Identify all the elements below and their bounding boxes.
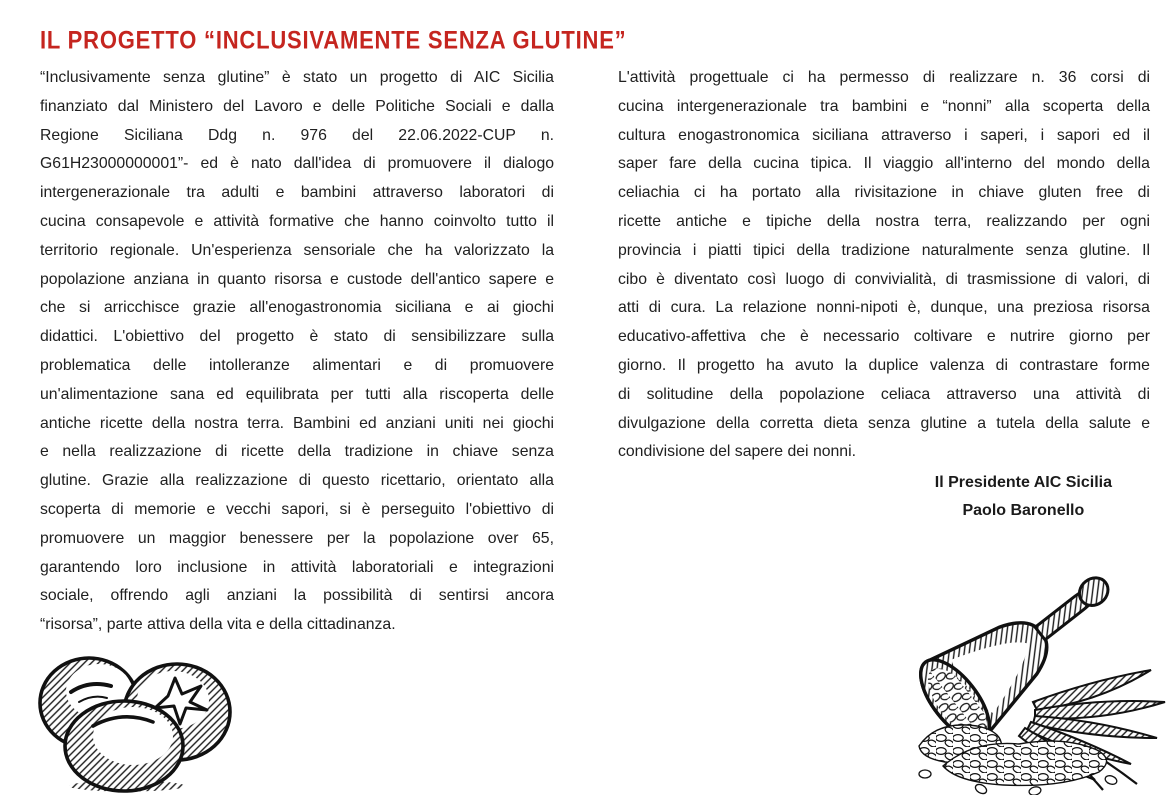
bread-rolls-illustration	[27, 646, 239, 793]
activity-paragraph	[618, 64, 1150, 467]
text-line: garantendo loro inclusione in attività laboratoriali e integrazioni	[40, 558, 554, 576]
text-line: Regione Siciliana Ddg n. 976 del 22.06.2022-CUP n.	[40, 126, 555, 144]
text-line: L'attività progettuale ci ha permesso di realizzare n. 36 corsi di	[618, 69, 1150, 86]
text-line: antiche ricette della nostra terra. Bambini ed anziani uniti nei giochi	[40, 414, 555, 432]
text-line: finanziato dal Ministero del Lavoro e delle Politiche Sociali e dalla	[40, 97, 555, 115]
text-line: intergenerazionale tra adulti e bambini attraverso laboratori di	[40, 184, 554, 202]
text-line: sociale, offrendo agli anziani la possibilità di sentirsi ancora	[40, 587, 555, 605]
text-line: ricette antiche e tipiche della nostra terra, realizzando per ogni	[618, 212, 1151, 230]
text-line: di solitudine della popolazione celiaca attraverso una attività di	[618, 385, 1150, 403]
signature-block	[935, 469, 1112, 525]
signature-role: Il Presidente AIC Sicilia	[934, 474, 1112, 492]
text-line: saper fare della cucina tipica. Il viaggio all'interno del mondo della	[618, 155, 1150, 173]
text-line: problematica delle intolleranze alimentari e di promuovere	[40, 356, 554, 374]
right-column	[618, 64, 1150, 525]
page-title: IL PROGETTO “INCLUSIVAMENTE SENZA GLUTINE”	[40, 26, 627, 54]
text-line: che si arricchisce grazie all'enogastronomia siciliana e ai giochi	[40, 299, 555, 317]
text-line: atti di cura. La relazione nonni-nipoti è, dunque, una preziosa risorsa	[618, 299, 1150, 317]
text-line: territorio regionale. Un'esperienza sensoriale che ha valorizzato la	[40, 241, 555, 259]
text-line: giorno. Il progetto ha avuto la duplice valenza di contrastare forme	[618, 356, 1150, 374]
signature-name: Paolo Baronello	[962, 502, 1085, 520]
text-line: didattici. L'obiettivo del progetto è stato di sensibilizzare sulla	[40, 328, 555, 346]
wooden-scoop	[908, 552, 1135, 751]
text-line: condivisione del sapere dei nonni.	[618, 443, 856, 461]
text-line: cucina intergenerazionale tra bambini e “nonni” alla scoperta della	[618, 97, 1150, 115]
text-line: e nella realizzazione di ricette della tradizione in chiave senza	[40, 443, 554, 461]
text-line: “Inclusivamente senza glutine” è stato un progetto di AIC Sicilia	[40, 69, 554, 86]
bread-roll-front	[65, 701, 183, 791]
text-line: cucina consapevole e attività formative che hanno coinvolto tutto il	[40, 212, 554, 230]
text-line: celiachia ci ha portato alla rivisitazione in chiave gluten free di	[618, 184, 1150, 202]
oat-scoop-illustration	[885, 552, 1170, 795]
text-line: cibo è diventato così luogo di convivialità, di trasmissione di valori, di	[618, 270, 1150, 288]
text-line: G61H23000000001”- ed è nato dall'idea di promuovere il dialogo	[40, 155, 555, 173]
text-line: scoperta di memorie e vecchi sapori, si è perseguito l'obiettivo di	[40, 500, 555, 518]
text-line: divulgazione della corretta dieta senza glutine a tutela della salute e	[618, 414, 1151, 432]
text-line: popolazione anziana in quanto risorsa e custode dell'antico sapere e	[40, 270, 555, 288]
text-line: glutine. Grazie alla realizzazione di questo ricettario, orientato alla	[40, 472, 554, 490]
left-column	[40, 64, 554, 640]
text-line: promuovere un maggior benessere per la popolazione over 65,	[40, 529, 554, 547]
text-line: un'alimentazione sana ed equilibrata per tutti alla riscoperta delle	[40, 385, 554, 403]
text-line: provincia i piatti tipici della tradizione naturalmente senza glutine. Il	[618, 241, 1150, 259]
text-line: cultura enogastronomica siciliana attraverso i saperi, i sapori ed il	[618, 126, 1150, 144]
text-line: educativo-affettiva che è necessario coltivare e nutrire giorno per	[618, 328, 1151, 346]
text-line: “risorsa”, parte attiva della vita e della cittadinanza.	[40, 616, 396, 634]
intro-paragraph	[40, 64, 554, 640]
